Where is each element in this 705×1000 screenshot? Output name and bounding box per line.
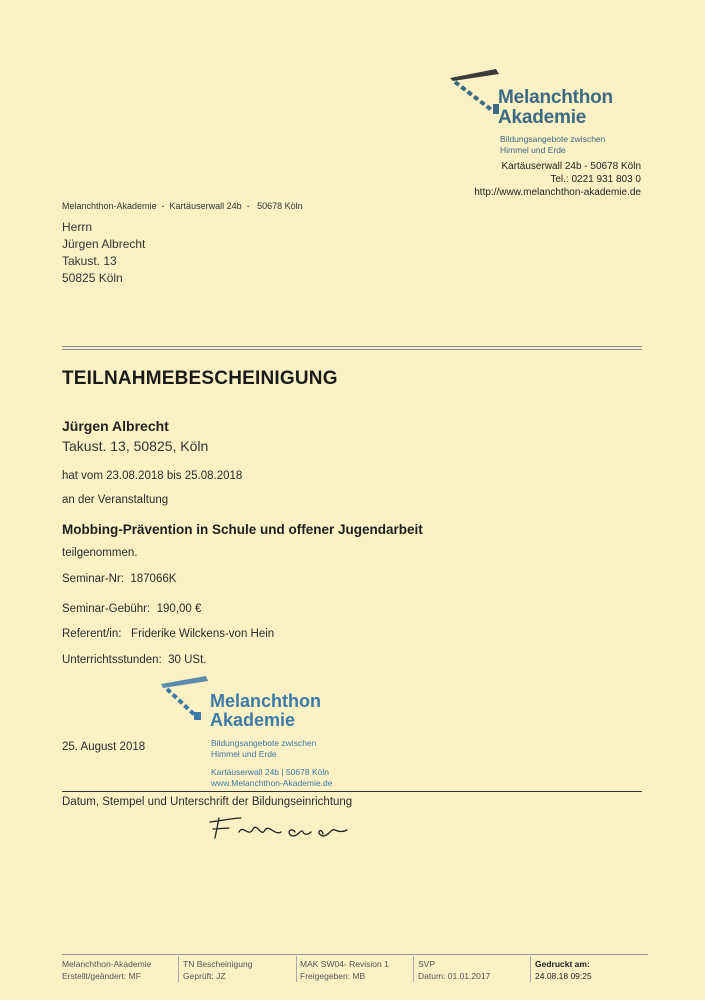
stamp-tagline: Bildungsangebote zwischen Himmel und Erde — [211, 738, 317, 759]
footer-separator — [296, 956, 297, 982]
footer-col-2: TN Bescheinigung Geprüft: JZ — [183, 959, 253, 981]
signature-rule — [62, 791, 642, 792]
footer-separator — [178, 956, 179, 982]
teaching-hours — [62, 654, 206, 666]
recipient-city: 50825 Köln — [62, 271, 123, 285]
header-logo-tagline: Bildungsangebote zwischen Himmel und Erde — [500, 134, 606, 155]
recipient-address — [62, 219, 145, 287]
participated-text: teilgenommen. — [62, 547, 138, 559]
header-website[interactable]: http://www.melanchthon-akademie.de — [474, 187, 641, 198]
certificate-date: 25. August 2018 — [62, 741, 146, 753]
header-address: Kartäuserwall 24b - 50678 Köln — [501, 161, 641, 172]
course-title: Mobbing-Prävention in Schule und offener Jugendarbeit — [62, 522, 423, 537]
signature-caption: Datum, Stempel und Unterschrift der Bildungseinrichtung — [62, 796, 353, 808]
header-phone: Tel.: 0221 931 803 0 — [550, 174, 641, 185]
handwritten-signature — [205, 812, 355, 844]
stamp-name: Melanchthon Akademie — [210, 691, 321, 730]
header-logo-mark-icon — [447, 66, 502, 116]
header-logo-name: Melanchthon Akademie — [498, 87, 613, 128]
speaker-value: Friderike Wilckens-von Hein — [131, 628, 275, 640]
participation-period: hat vom 23.08.2018 bis 25.08.2018 — [62, 470, 243, 482]
divider-top — [62, 346, 642, 350]
recipient-salutation: Herrn — [62, 220, 93, 234]
participant-address: Takust. 13, 50825, Köln — [62, 438, 209, 454]
header-contact — [381, 160, 641, 199]
footer-col-1: Melanchthon-Akademie Erstellt/geändert: MF — [62, 959, 152, 981]
participant-name: Jürgen Albrecht — [62, 418, 169, 434]
footer-col-5: Gedruckt am: 24.08.18 09:25 — [535, 959, 592, 981]
speaker — [62, 628, 274, 640]
stamp-address: Kartäuserwall 24b | 50678 Köln www.Melanchthon-Akademie.de — [211, 767, 333, 788]
footer-col-4: SVP Datum: 01.01.2017 — [418, 959, 491, 981]
seminar-fee — [62, 603, 201, 615]
stamp-logo-mark-icon — [158, 672, 213, 724]
event-intro: an der Veranstaltung — [62, 494, 169, 506]
footer-separator — [530, 956, 531, 982]
speaker-label: Referent/in: — [62, 628, 122, 640]
recipient-name: Jürgen Albrecht — [62, 237, 146, 251]
seminar-fee-label: Seminar-Gebühr: — [62, 603, 151, 615]
certificate-title: TEILNAHMEBESCHEINIGUNG — [62, 368, 338, 389]
sender-line: Melanchthon-Akademie - Kartäuserwall 24b - 50678 Köln — [62, 201, 303, 211]
teaching-hours-value: 30 USt. — [168, 654, 207, 666]
seminar-number — [62, 573, 176, 585]
teaching-hours-label: Unterrichtsstunden: — [62, 654, 162, 666]
seminar-number-value: 187066K — [130, 573, 177, 585]
footer-rule — [62, 954, 648, 955]
seminar-number-label: Seminar-Nr: — [62, 573, 124, 585]
recipient-street: Takust. 13 — [62, 254, 117, 268]
footer-separator — [413, 956, 414, 982]
seminar-fee-value: 190,00 € — [156, 603, 202, 615]
footer-col-3: MAK SW04- Revision 1 Freigegeben: MB — [300, 959, 389, 981]
